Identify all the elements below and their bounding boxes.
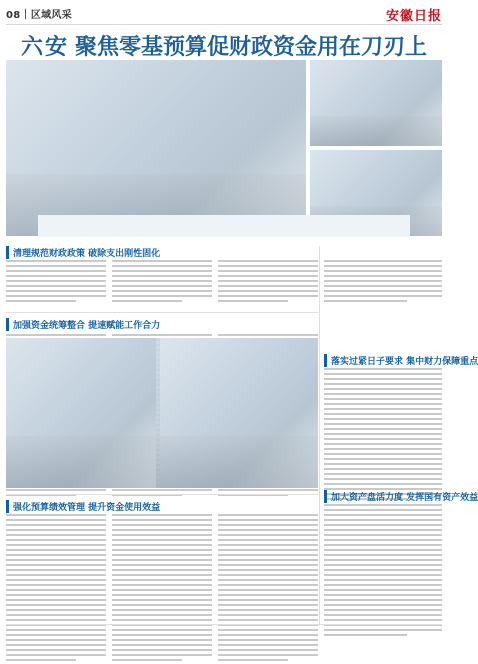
section-heading-4: 落实过紧日子要求 集中财力保障重点 — [324, 354, 478, 367]
title-place: 六安 — [20, 34, 69, 60]
body-text-col1 — [6, 260, 106, 305]
newspaper-logo: 安徽日报 — [385, 9, 442, 24]
section-heading-3: 强化预算绩效管理 提升资金使用效益 — [6, 500, 160, 513]
section-divider-1 — [6, 312, 318, 313]
footer-note — [6, 624, 442, 633]
campus-aerial-photo — [160, 338, 318, 488]
meeting-photo-left — [6, 338, 156, 488]
section-heading-2: 加强资金统筹整合 提速赋能工作合力 — [6, 318, 160, 331]
body-text-col2 — [112, 260, 212, 305]
body-text-col3 — [218, 260, 318, 305]
section-divider-2 — [6, 494, 318, 495]
body-text-col3c — [218, 514, 318, 664]
body-text-col1c — [6, 514, 106, 664]
industrial-park-photo — [310, 60, 442, 146]
section-heading-5: 加大资产盘活力度 发挥国有资产效益 — [324, 490, 478, 503]
page-label: 08｜区域风采 — [6, 10, 73, 21]
hero-section — [6, 26, 442, 236]
body-text-col2c — [112, 514, 212, 664]
masthead — [6, 6, 442, 25]
body-text-col4b — [324, 368, 442, 503]
title-rest: 聚焦零基预算促财政资金用在刀刃上 — [75, 35, 428, 60]
body-text-col4 — [324, 260, 442, 305]
column-divider — [319, 246, 320, 626]
section-heading-1: 清理规范财政政策 破除支出刚性固化 — [6, 246, 160, 259]
page-title — [6, 30, 442, 61]
city-aerial-photo — [6, 60, 306, 236]
intro-summary — [38, 215, 410, 237]
body-text-col4c — [324, 504, 442, 639]
